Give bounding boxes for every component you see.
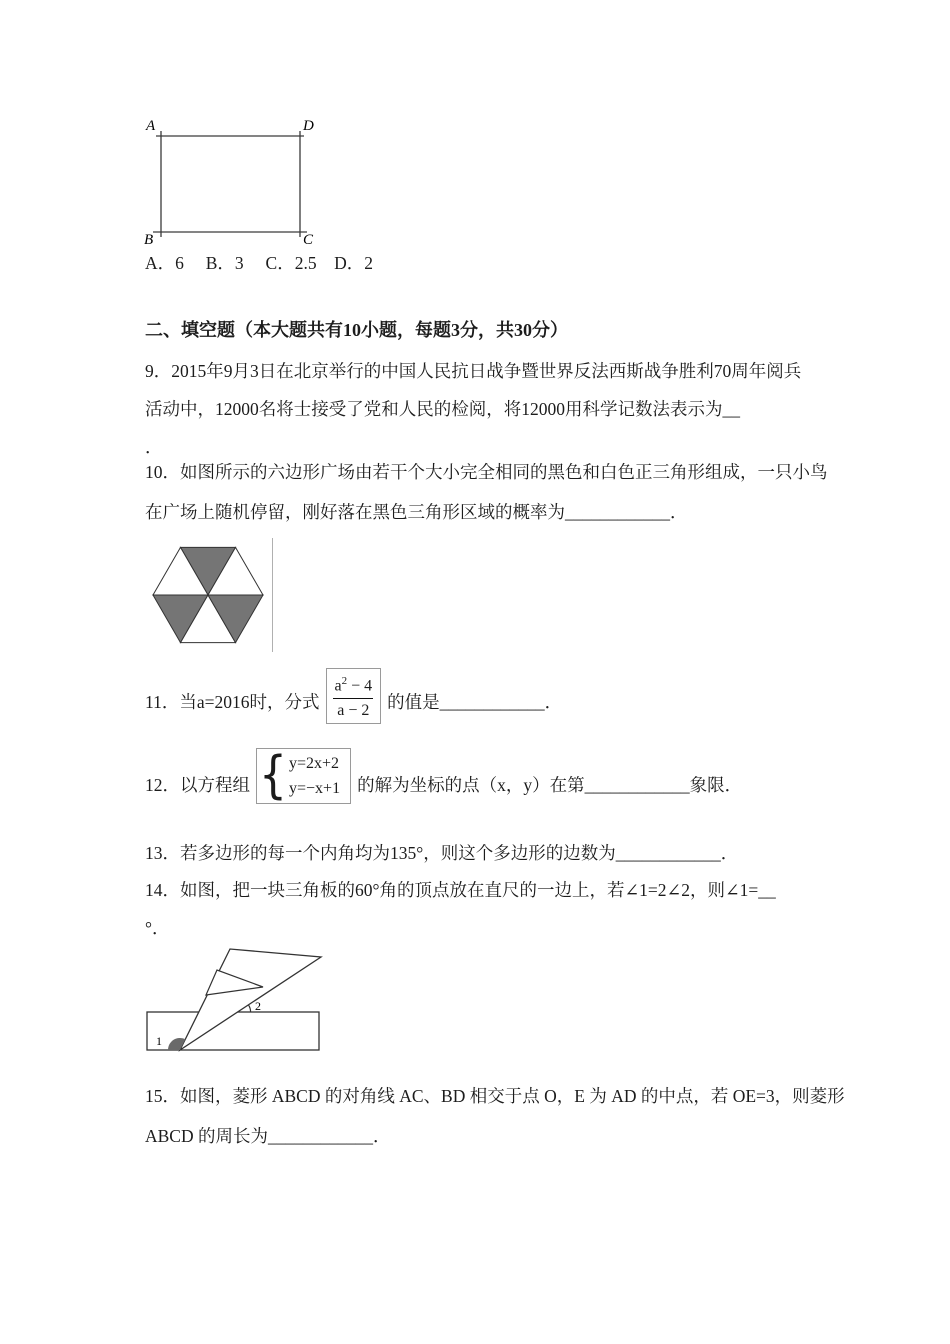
question9-line1: 9．2015年9月3日在北京举行的中国人民抗日战争暨世界反法西斯战争胜利70周年阅兵 xyxy=(145,361,802,381)
angle2-label: 2 xyxy=(255,999,261,1013)
equation-2: y=−x+1 xyxy=(289,780,341,797)
rectangle-outline xyxy=(153,131,307,237)
question12 xyxy=(145,745,742,807)
rect-label-c: C xyxy=(303,232,314,248)
angle1-label: 1 xyxy=(156,1034,162,1048)
question11 xyxy=(145,666,562,726)
question14-line1: 14．如图，把一块三角板的60°角的顶点放在直尺的一边上，若∠1=2∠2，则∠1=__ xyxy=(145,880,776,900)
question12-equation-system xyxy=(256,748,351,804)
fraction-numerator-rest: − 4 xyxy=(347,677,373,695)
ruler-triangle-svg xyxy=(145,946,330,1056)
question12-prefix: 12．以方程组 xyxy=(145,774,250,795)
question8-rectangle-figure xyxy=(138,112,328,253)
equation-1: y=2x+2 xyxy=(289,755,340,772)
question9 xyxy=(145,352,801,466)
equation-column xyxy=(289,751,340,801)
fraction-denominator: a − 2 xyxy=(333,698,373,721)
question11-prefix: 11．当a=2016时，分式 xyxy=(145,691,320,712)
question10-line2: 在广场上随机停留，刚好落在黑色三角形区域的概率为____________． xyxy=(145,502,688,522)
question8-options: A．6 B．3 C．2.5 D．2 xyxy=(145,253,373,273)
question11-suffix: 的值是____________． xyxy=(387,691,563,712)
question10-hexagon-figure xyxy=(148,538,273,652)
curly-brace: { xyxy=(259,746,287,805)
fraction-numerator-exponent: 2 xyxy=(341,674,348,687)
question15 xyxy=(145,1076,845,1156)
fraction-numerator-base: a xyxy=(334,677,342,695)
hexagon-figure-svg xyxy=(148,538,268,652)
question11-fraction xyxy=(326,668,382,724)
rectangle-figure-svg xyxy=(138,112,328,248)
question9-line3: ． xyxy=(145,437,163,457)
question15-line2: ABCD 的周长为____________． xyxy=(145,1126,391,1146)
rect-label-b: B xyxy=(144,232,154,248)
question9-line2: 活动中，12000名将士接受了党和人民的检阅，将12000用科学记数法表示为__ xyxy=(145,399,740,419)
question10 xyxy=(145,452,828,532)
angle2-arc xyxy=(248,1005,250,1012)
hexagon-triangles xyxy=(153,547,263,642)
question10-line1: 10．如图所示的六边形广场由若干个大小完全相同的黑色和白色正三角形组成，一只小鸟 xyxy=(145,462,828,482)
section2-header: 二、填空题（本大题共有10小题，每题3分，共30分） xyxy=(145,320,568,340)
question14 xyxy=(145,871,776,947)
question13-line1: 13．若多边形的每一个内角均为135°，则这个多边形的边数为____________． xyxy=(145,843,739,863)
question14-ruler-triangle-figure xyxy=(145,946,330,1061)
question12-suffix: 的解为坐标的点（x，y）在第____________象限． xyxy=(357,774,743,795)
rect-label-d: D xyxy=(303,118,314,134)
question15-line1: 15．如图，菱形 ABCD 的对角线 AC、BD 相交于点 O，E 为 AD 的中点，若 OE=3，则菱形 xyxy=(145,1086,845,1106)
question14-line2: °． xyxy=(145,918,170,938)
rect-label-a: A xyxy=(146,118,156,134)
fraction-numerator xyxy=(333,671,375,698)
